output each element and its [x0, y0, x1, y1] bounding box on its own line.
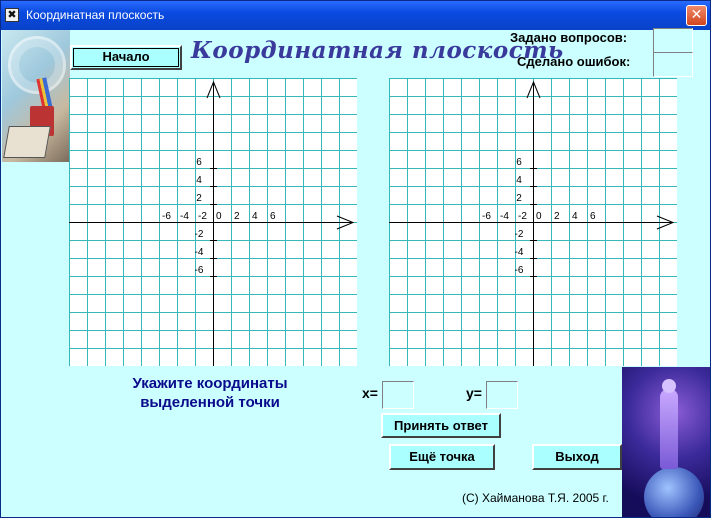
- x-tick-label: 6: [590, 211, 596, 222]
- instruction-line-2: выделенной точки: [140, 394, 280, 411]
- next-point-button[interactable]: Ещё точка: [389, 444, 495, 470]
- errors-made-label: Сделано ошибок:: [517, 54, 631, 69]
- right-coordinate-grid[interactable]: [389, 78, 677, 366]
- y-label: у=: [466, 385, 482, 401]
- x-tick-label: -6: [162, 211, 171, 222]
- x-tick-label: -2: [518, 211, 527, 222]
- y-tick-label: 4: [196, 175, 202, 186]
- x-tick-label: 6: [270, 211, 276, 222]
- figure-shape: [660, 389, 678, 469]
- instruction-text: [105, 374, 315, 412]
- y-tick-label: 2: [196, 193, 202, 204]
- x-label: x=: [362, 385, 378, 401]
- app-title: Координатная плоскость: [191, 37, 564, 64]
- y-tick-label: 6: [516, 157, 522, 168]
- errors-made-value: [653, 52, 693, 77]
- y-tick-label: -2: [194, 229, 204, 240]
- x-tick-label: 4: [572, 211, 578, 222]
- y-tick-label: 6: [196, 157, 202, 168]
- instruction-line-1: Укажите координаты: [132, 375, 288, 392]
- x-tick-label: 0: [216, 211, 222, 222]
- close-icon[interactable]: ✕: [686, 5, 707, 26]
- app-icon: ✖: [5, 8, 19, 22]
- x-tick-label: 0: [536, 211, 542, 222]
- start-button[interactable]: Начало: [70, 45, 182, 70]
- book-shape: [3, 126, 51, 158]
- desk-supplies-image: [2, 30, 70, 162]
- left-grid-svg: [69, 78, 357, 366]
- accept-answer-button[interactable]: Принять ответ: [381, 413, 501, 438]
- globe-shape: [644, 467, 704, 517]
- title-bar: [1, 1, 710, 30]
- y-tick-label: -6: [194, 265, 204, 276]
- questions-asked-value: [653, 28, 693, 53]
- copyright-text: (С) Хайманова Т.Я. 2005 г.: [462, 491, 609, 505]
- y-tick-label: 2: [516, 193, 522, 204]
- y-tick-label: 4: [516, 175, 522, 186]
- window-title: Координатная плоскость: [26, 8, 165, 22]
- globe-statue-image: [622, 367, 710, 517]
- y-tick-label: -4: [514, 247, 524, 258]
- y-tick-label: -4: [194, 247, 204, 258]
- exit-button[interactable]: Выход: [532, 444, 622, 470]
- right-grid-svg: [389, 78, 677, 366]
- x-tick-label: -4: [500, 211, 509, 222]
- y-input[interactable]: [486, 381, 518, 409]
- x-tick-label: -4: [180, 211, 189, 222]
- left-coordinate-grid[interactable]: [69, 78, 357, 366]
- figure-head-shape: [662, 379, 676, 393]
- x-tick-label: -6: [482, 211, 491, 222]
- x-tick-label: 2: [554, 211, 560, 222]
- y-tick-label: -2: [514, 229, 524, 240]
- y-tick-label: -6: [514, 265, 524, 276]
- x-tick-label: 4: [252, 211, 258, 222]
- questions-asked-label: Задано вопросов:: [510, 30, 628, 45]
- x-tick-label: 2: [234, 211, 240, 222]
- x-input[interactable]: [382, 381, 414, 409]
- x-tick-label: -2: [198, 211, 207, 222]
